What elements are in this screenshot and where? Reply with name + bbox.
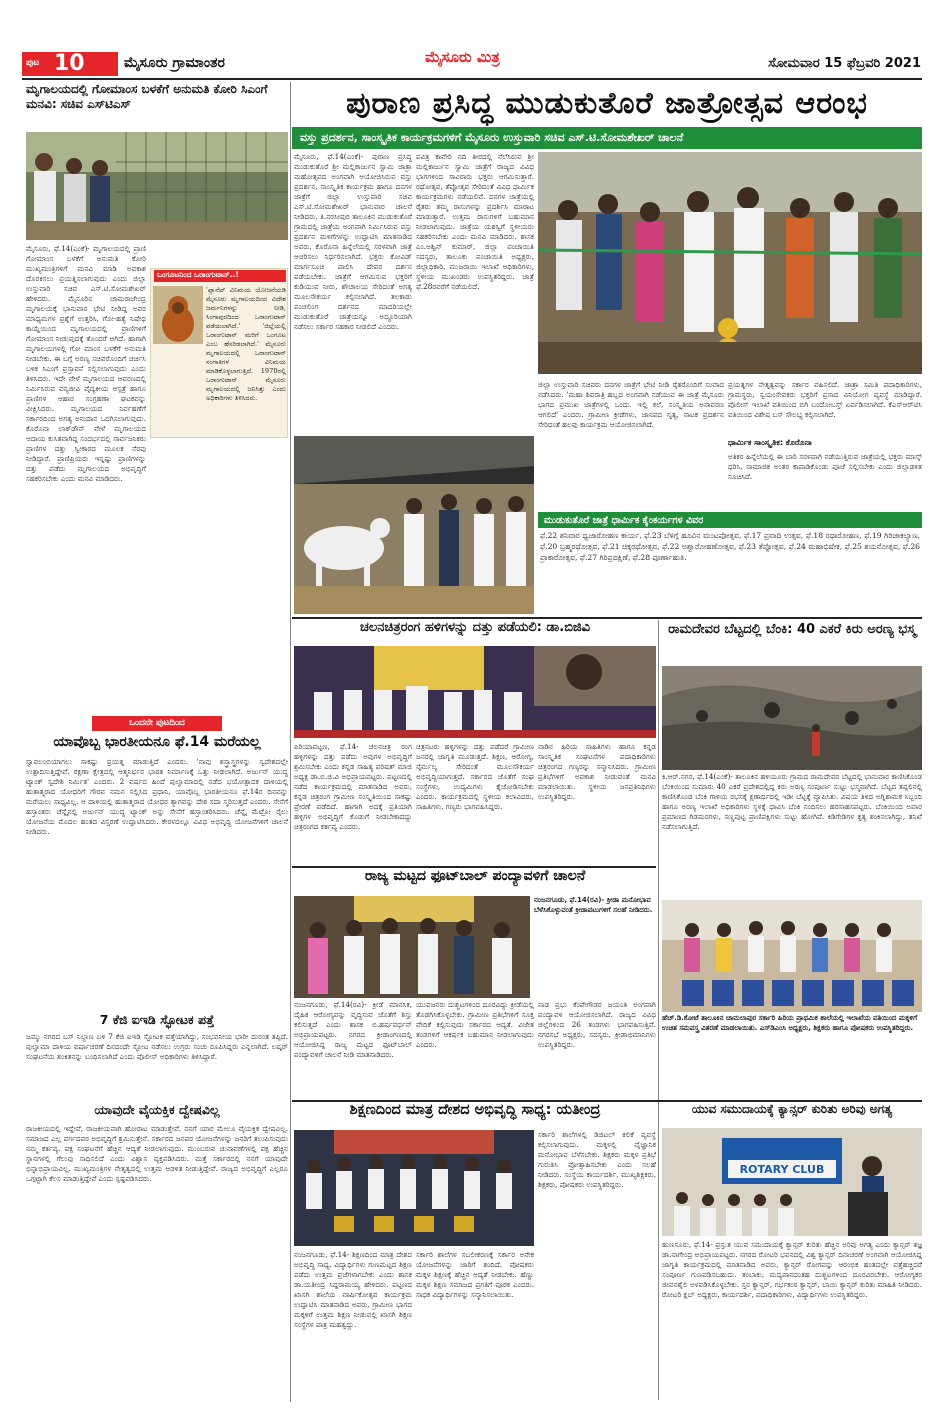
- page-number-box: [22, 52, 118, 76]
- lead-bottom-rule: [292, 617, 922, 619]
- film-col1: ಪಿರಿಯಾಪಟ್ಟಣ, ಫೆ.14- ಚಲನಚಿತ್ರ ರಂಗ ಹಳ್ಳಿಗಳನ್ನು ದತ್ತು ಪಡೆದು ಅವುಗಳ ಅಭಿವೃದ್ಧಿಗೆ ಶ್ರಮಿಸಬೇಕು ಎಂದು ಕನ್ನಡ ಸಾಹಿತ್ಯ ಪರಿಷತ್ ಮಾಜಿ ಅಧ್ಯಕ್ಷ ಡಾ.ಬಿ.ಜಿ.ವಿ ಅಭಿಪ್ರಾಯಪಟ್ಟರು. ಪಟ್ಟಣದಲ್ಲಿ ನಡೆದ ಕಾರ್ಯಕ್ರಮದಲ್ಲಿ ಮಾತನಾಡಿದ ಅವರು, ಕನ್ನಡ ಚಿತ್ರರಂಗ ಗ್ರಾಮೀಣ ಸಂಸ್ಕೃತಿಯಿಂದ ಸಾಕಷ್ಟು ಪ್ರೇರಣೆ ಪಡೆದಿದೆ. ಹಾಗಾಗಿ ಅದಕ್ಕೆ ಪ್ರತಿಯಾಗಿ ಹಳ್ಳಿಗಳ ಅಭಿವೃದ್ಧಿಗೆ ಕೊಡುಗೆ ನೀಡಬೇಕಾದದ್ದು ಚಿತ್ರರಂಗದ ಕರ್ತವ್ಯ ಎಂದರು.: [294, 742, 412, 831]
- edition-date: ಸೋಮವಾರ 15 ಫೆಬ್ರವರಿ 2021: [768, 56, 921, 71]
- lead-col3: ಜಿಲ್ಲಾ ಉಸ್ತುವಾರಿ ಸಚಿವರು ದನಗಳ ಜಾತ್ರೆಗೆ ಭೇಟಿ ನೀಡಿ ರೈತರೊಂದಿಗೆ ಸಂವಾದ ನಡೆಸಿದರು. 'ಮಹಾ ಶಿವರಾತ್ರಿ ಹಬ್ಬದ ಅಂಗವಾಗಿ ನಡೆಯುವ ಈ ಜಾತ್ರೆ ಮೈಸೂರು ಭಾಗದ ಪ್ರಮುಖ ಜಾತ್ರೆಗಳಲ್ಲಿ ಒಂದು. ಇಲ್ಲಿ ಕಲೆ, ಸಂಸ್ಕೃತಿಯ ಅನಾವರಣ ಆಗಲಿದೆ' ಎಂದರು. ಗ್ರಾಮೀಣ ಕ್ರೀಡೆಗಳು, ಜಾನಪದ ನೃತ್ಯ, ನಾಟಕ ಪ್ರದರ್ಶನ ಸೇರಿದಂತೆ ಹಲವು ಕಾರ್ಯಕ್ರಮ ಆಯೋಜಿಸಲಾಗಿದೆ.: [538, 380, 724, 429]
- football-event-graphic: [294, 896, 530, 998]
- lead-strap: ವಸ್ತು ಪ್ರದರ್ಶನ, ಸಾಂಸ್ಕೃತಿಕ ಕಾರ್ಯಕ್ರಮಗಳಿಗೆ ಮೈಸೂರು ಉಸ್ತುವಾರಿ ಸಚಿವ ಎಸ್.ಟಿ.ಸೋಮಶೇಖರ್ ಚಾಲನೆ: [292, 127, 922, 149]
- children-uniform-graphic: [662, 900, 922, 1012]
- zoo-inset-body: 'ಪ್ಲಾನೆಟ್ ವಿನಿಮಯ ಯೋಜನೆಯಡಿ ಮೈಸೂರು ಮೃಗಾಲಯದಿಂದ ವಿದೇಶ ಜರ್ಮನಿಗಳನ್ನು ನೀಡಿ, ಸಿಂಗಾಪುರದಿಂದ ಒರಾಂಗುಟಾನ್ ಪಡೆಯಲಾಗಿದೆ.' 'ಜಿಲ್ಲೆಯಲ್ಲಿ ಒರಾಂಗುಟಾನ್ ಮರಿಗೆ ಒಂಗೂಟ ಎಂಬ ಹೆಸರಿಡಲಾಗಿದೆ.' ಮೈಸೂರು ಮೃಗಾಲಯದಲ್ಲಿ ಒರಾಂಗುಟಾನ್ ಸಂಗಾತಿಗಳ ವಿನಿಮಯ ಮಾಡಿಕೊಳ್ಳಲಾಗುತ್ತಿದೆ. 1970ರಲ್ಲಿ ಒರಾಂಗುಟಾನ್ ಮೈಸೂರು ಮೃಗಾಲಯದಲ್ಲಿ ಜನಿಸಿತ್ತು ಎಂದು ಅಧಿಕಾರಿಗಳು ತಿಳಿಸಿದರು.: [206, 286, 286, 402]
- forest-fire-graphic: [662, 666, 922, 770]
- film-photo: [294, 646, 656, 738]
- ribbon-cutting-graphic: [538, 152, 922, 374]
- lead-col2: ಪವಿತ್ರ ಕಾವೇರಿ ನದಿ ತೀರದಲ್ಲಿ ನೆಲೆಸಿರುವ ಶ್ರೀ ಮಲ್ಲಿಕಾರ್ಜುನ ಸ್ವಾಮಿ ಜಾತ್ರೆಗೆ ರಾಜ್ಯದ ವಿವಿಧ ಭಾಗಗಳಿಂದ ಸಾವಿರಾರು ಭಕ್ತರು ಆಗಮಿಸುತ್ತಾರೆ. ರಥೋತ್ಸವ, ತೆಪ್ಪೋತ್ಸವ ಸೇರಿದಂತೆ ವಿವಿಧ ಧಾರ್ಮಿಕ ಕಾರ್ಯಕ್ರಮಗಳು ನಡೆಯಲಿವೆ. ದನಗಳ ಜಾತ್ರೆಯಲ್ಲಿ ರೈತರು ತಮ್ಮ ರಾಸುಗಳನ್ನು ಪ್ರದರ್ಶಿಸಿ ಮಾರಾಟ ಮಾಡುತ್ತಾರೆ. ಉತ್ತಮ ರಾಸುಗಳಿಗೆ ಬಹುಮಾನ ನೀಡಲಾಗುವುದು. ಜಾತ್ರೆಯ ಯಶಸ್ವಿಗೆ ಸ್ಥಳೀಯರು ಸಹಕರಿಸಬೇಕು ಎಂದು ಮನವಿ ಮಾಡಿದರು. ಶಾಸಕ ಎಂ.ಅಶ್ವಿನ್ ಕುಮಾರ್, ಜಿಲ್ಲಾ ಪಂಚಾಯಿತಿ ಸದಸ್ಯರು, ತಾಲೂಕು ಪಂಚಾಯಿತಿ ಅಧ್ಯಕ್ಷರು, ಜಿಲ್ಲಾಧಿಕಾರಿ, ಮುಜರಾಯಿ ಇಲಾಖೆ ಅಧಿಕಾರಿಗಳು, ಸ್ಥಳೀಯ ಮುಖಂಡರು ಉಪಸ್ಥಿತರಿದ್ದರು. ಜಾತ್ರೆ ಫೆ.28ರವರೆಗೆ ನಡೆಯಲಿದೆ.: [416, 152, 534, 291]
- lead-col4: ಪ್ರಯತ್ನಗಳ ನೇತೃತ್ವವನ್ನು ಸರ್ಕಾರ ವಹಿಸಲಿದೆ. ಜಾತ್ರಾ ಸಮಿತಿ ಪದಾಧಿಕಾರಿಗಳು, ಗ್ರಾಮಸ್ಥರು, ಸ್ವಯಂಸೇವಕರು ಭಕ್ತರಿಗೆ ಪ್ರಸಾದ ವಿನಿಯೋಗ ವ್ಯವಸ್ಥೆ ಮಾಡಿದ್ದಾರೆ. ಪೊಲೀಸ್ ಇಲಾಖೆ ವತಿಯಿಂದ ಬಿಗಿ ಬಂದೋಬಸ್ತ್ ಏರ್ಪಡಿಸಲಾಗಿದೆ. ಕೆಎಸ್‌ಆರ್‌ಟಿಸಿ ವತಿಯಿಂದ ವಿಶೇಷ ಬಸ್ ಸೌಲಭ್ಯ ಕಲ್ಪಿಸಲಾಗಿದೆ.: [728, 380, 922, 419]
- temple-body: ಅತಿಕರ ಹಿನ್ನೆಲೆಯಲ್ಲಿ ಈ ಬಾರಿ ಸರಳವಾಗಿ ನಡೆಯುತ್ತಿರುವ ಜಾತ್ರೆಯಲ್ಲಿ ಭಕ್ತರು ಮಾಸ್ಕ್ ಧರಿಸಿ, ಸಾಮಾಜಿಕ ಅಂತರ ಕಾಪಾಡಿಕೊಂಡು ಪೂಜೆ ಸಲ್ಲಿಸಬೇಕು ಎಂದು ಜಿಲ್ಲಾಡಳಿತ ಸೂಚಿಸಿದೆ.: [728, 452, 922, 481]
- zoo-inset-title: ಒಂಗೂಟನಿಂದ ಒರಾಂಗುಟಾನ್..!: [154, 270, 286, 282]
- temple-subhead: ಧಾರ್ಮಿಕ ಸಾಂಸ್ಕೃತಿಕ: ಕೊರೊನಾ: [728, 438, 812, 447]
- no-hatred-body: ರಾಜಕೀಯದಲ್ಲಿ ಇದ್ದೇವೆ, ರಾಜಕೀಯವಾಗಿ ಹೋರಾಟ ಮಾಡುತ್ತೇವೆ. ನನಗೆ ಯಾರ ಮೇಲೂ ವೈಯಕ್ತಿಕ ದ್ವೇಷವಿಲ್ಲ. ಸಮಾಜದ ಎಲ್ಲ ವರ್ಗದವರ ಅಭಿವೃದ್ಧಿಗೆ ಶ್ರಮಿಸುತ್ತೇನೆ. ಸರ್ಕಾರದ ಜನಪರ ಯೋಜನೆಗಳನ್ನು ಜನರಿಗೆ ತಲುಪಿಸುವುದು ನಮ್ಮ ಕರ್ತವ್ಯ. ಪಕ್ಷ ಸಂಘಟನೆಗೆ ಹೆಚ್ಚಿನ ಆದ್ಯತೆ ನೀಡಲಾಗುವುದು. ಮುಂಬರುವ ಚುನಾವಣೆಗಳಲ್ಲಿ ಪಕ್ಷ ಹೆಚ್ಚಿನ ಸ್ಥಾನಗಳಲ್ಲಿ ಗೆಲುವು ಸಾಧಿಸಲಿದೆ ಎಂದು ವಿಶ್ವಾಸ ವ್ಯಕ್ತಪಡಿಸಿದರು. ಮತ್ತೆ ಸರ್ಕಾರದಲ್ಲಿ ನನಗೆ ಯಾವುದೇ ಭಿನ್ನಾಭಿಪ್ರಾಯವಿಲ್ಲ. ಮುಖ್ಯಮಂತ್ರಿಗಳ ನೇತೃತ್ವದಲ್ಲಿ ಉತ್ತಮ ಆಡಳಿತ ನೀಡುತ್ತಿದ್ದೇವೆ. ರಾಜ್ಯದ ಅಭಿವೃದ್ಧಿಗೆ ಎಲ್ಲರೂ ಒಗ್ಗಟ್ಟಾಗಿ ಕೆಲಸ ಮಾಡುತ್ತಿದ್ದೇವೆ ಎಂದು ಸ್ಪಷ್ಟಪಡಿಸಿದರು.: [26, 1124, 288, 1183]
- orangutan-photo: [153, 286, 203, 344]
- page-number: 10: [54, 51, 85, 76]
- football-col3: ನಾಡ ಪ್ರಭು ಕೆಂಪೇಗೌಡರ ಜಯಂತಿ ಅಂಗವಾಗಿ ಪಂದ್ಯಾವಳಿ ಆಯೋಜಿಸಲಾಗಿದೆ. ರಾಜ್ಯದ ವಿವಿಧ ಜಿಲ್ಲೆಗಳಿಂದ 26 ತಂಡಗಳು ಭಾಗವಹಿಸುತ್ತಿವೆ. ನಗರಸಭೆ ಅಧ್ಯಕ್ಷರು, ಸದಸ್ಯರು, ಕ್ರೀಡಾಭಿಮಾನಿಗಳು ಉಪಸ್ಥಿತರಿದ್ದರು.: [538, 1000, 656, 1049]
- children-caption: ಹೆಚ್.ಡಿ.ಕೋಟೆ ತಾಲೂಕಿನ ಚಾಮಲಾಪುರ ಸರ್ಕಾರಿ ಹಿರಿಯ ಪ್ರಾಥಮಿಕ ಶಾಲೆಯಲ್ಲಿ ಇಲಾಖೆಯ ವತಿಯಿಂದ ಮಕ್ಕಳಿಗೆ ಉಚಿತ ಸಮವಸ್ತ್ರ ವಿತರಣೆ ಮಾಡಲಾಯಿತು. ಎಸ್‌ಡಿಎಂಸಿ ಅಧ್ಯಕ್ಷರು, ಶಿಕ್ಷಕರು ಹಾಗೂ ಪೋಷಕರು ಉಪಸ್ಥಿತರಿದ್ದರು.: [662, 1014, 918, 1032]
- column-rule-right: [658, 620, 659, 1400]
- education-event-graphic: [294, 1130, 534, 1246]
- forest-photo: [662, 666, 922, 770]
- football-photo: [294, 896, 530, 998]
- education-photo: [294, 1130, 534, 1246]
- orangutan-graphic: [153, 286, 203, 344]
- education-col2: ಸರ್ಕಾರಿ ಶಾಲೆಗಳ ಸಬಲೀಕರಣಕ್ಕೆ ಸರ್ಕಾರ ಅನೇಕ ಯೋಜನೆಗಳನ್ನು ಜಾರಿಗೆ ತಂದಿದೆ. ಪೋಷಕರು ಮಕ್ಕಳ ಶಿಕ್ಷಣಕ್ಕೆ ಹೆಚ್ಚಿನ ಆದ್ಯತೆ ನೀಡಬೇಕು. ಹೆಣ್ಣು ಮಕ್ಕಳ ಶಿಕ್ಷಣ ಸಮಾಜದ ಪ್ರಗತಿಗೆ ಪೂರಕ ಎಂದರು. ಸಾಧಕ ವಿದ್ಯಾರ್ಥಿಗಳನ್ನು ಸನ್ಮಾನಿಸಲಾಯಿತು.: [416, 1250, 534, 1299]
- zoo-photo-graphic: [26, 132, 288, 240]
- rotary-banner-text: ROTARY CLUB: [739, 1163, 825, 1176]
- nationwide-headline: ಯಾವೊಬ್ಬ ಭಾರತೀಯನೂ ಫೆ.14 ಮರೆಯಲ್ಲ: [53, 734, 261, 750]
- lead-col1: ಮೈಸೂರು, ಫೆ.14(ಎಂಕೆ)- ಪುರಾಣ ಪ್ರಸಿದ್ಧ ಮುಡುಕುತೊರೆ ಶ್ರೀ ಮಲ್ಲಿಕಾರ್ಜುನ ಸ್ವಾಮಿ ಜಾತ್ರಾ ಮಹೋತ್ಸವದ ಅಂಗವಾಗಿ ಆಯೋಜಿಸಿರುವ ವಸ್ತು ಪ್ರದರ್ಶನ, ಸಾಂಸ್ಕೃತಿಕ ಕಾರ್ಯಕ್ರಮ ಹಾಗೂ ದನಗಳ ಜಾತ್ರೆಗೆ ಜಿಲ್ಲಾ ಉಸ್ತುವಾರಿ ಸಚಿವ ಎಸ್.ಟಿ.ಸೋಮಶೇಖರ್ ಭಾನುವಾರ ಚಾಲನೆ ನೀಡಿದರು. ತಿ.ನರಸೀಪುರ ತಾಲೂಕಿನ ಮುಡುಕುತೊರೆ ಗ್ರಾಮದಲ್ಲಿ ಜಾತ್ರೆಯ ಅಂಗವಾಗಿ ನಿರ್ಮಿಸಿರುವ ವಸ್ತು ಪ್ರದರ್ಶನ ಮಳಿಗೆಗಳನ್ನು ಉದ್ಘಾಟಿಸಿ ಮಾತನಾಡಿದ ಅವರು, ಕೊರೊನಾ ಹಿನ್ನೆಲೆಯಲ್ಲಿ ಸರಳವಾಗಿ ಜಾತ್ರೆ ಆಚರಿಸಲು ನಿರ್ಧರಿಸಲಾಗಿದೆ. ಭಕ್ತರು ಕೋವಿಡ್ ಮಾರ್ಗಸೂಚಿ ಪಾಲಿಸಿ ದೇವರ ದರ್ಶನ ಪಡೆಯಬೇಕು. ಜಾತ್ರೆಗೆ ಆಗಮಿಸುವ ಭಕ್ತರಿಗೆ ಕುಡಿಯುವ ನೀರು, ಶೌಚಾಲಯ ಸೇರಿದಂತೆ ಅಗತ್ಯ ಮೂಲಸೌಕರ್ಯ ಕಲ್ಪಿಸಲಾಗಿದೆ. ತಲಕಾಡು ಪಂಚಲಿಂಗ ದರ್ಶನದ ಮಾದರಿಯಲ್ಲೇ ಮುಡುಕುತೊರೆ ಜಾತ್ರೆಯನ್ನೂ ಅದ್ದೂರಿಯಾಗಿ ನಡೆಸಲು ಸರ್ಕಾರ ಸಹಕಾರ ನೀಡಲಿದೆ ಎಂದರು.: [294, 152, 412, 331]
- forest-headline: ರಾಮದೇವರ ಬೆಟ್ಟದಲ್ಲಿ ಬೆಂಕಿ: 40 ಎಕರೆ ಕಿರು ಅರಣ್ಯ ಭಸ್ಮ: [668, 622, 916, 637]
- lead-photo-cattle: [294, 436, 534, 614]
- page-label: ಪುಟ: [26, 58, 40, 68]
- no-hatred-headline: ಯಾವುದೇ ವೈಯಕ್ತಿಕ ದ್ವೇಷವಿಲ್ಲ: [94, 1102, 220, 1117]
- film-headline: ಚಲನಚಿತ್ರರಂಗ ಹಳಿಗಳನ್ನು ದತ್ತು ಪಡೆಯಲಿ: ಡಾ.ಬಿಜಿವಿ: [359, 620, 591, 635]
- education-col3: ಸರ್ಕಾರಿ ಶಾಲೆಗಳಲ್ಲಿ ಡಿಜಿಟಲ್ ಕಲಿಕೆ ವ್ಯವಸ್ಥೆ ಕಲ್ಪಿಸಲಾಗುವುದು. ಮಕ್ಕಳಲ್ಲಿ ವೈಜ್ಞಾನಿಕ ಮನೋಭಾವ ಬೆಳೆಸಬೇಕು. ಶಿಕ್ಷಕರು ಮಕ್ಕಳ ಪ್ರತಿಭೆ ಗುರುತಿಸಿ ಪ್ರೋತ್ಸಾಹಿಸಬೇಕು ಎಂದು ಸಲಹೆ ನೀಡಿದರು. ಸಂಸ್ಥೆಯ ಕಾರ್ಯದರ್ಶಿ, ಮುಖ್ಯಶಿಕ್ಷಕರು, ಶಿಕ್ಷಕರು, ಪೋಷಕರು ಉಪಸ್ಥಿತರಿದ್ದರು.: [538, 1130, 656, 1189]
- lead-banner-headline: ಪುರಾಣ ಪ್ರಸಿದ್ಧ ಮುಡುಕುತೊರೆ ಜಾತ್ರೋತ್ಸವ ಆರಂಭ: [346, 85, 868, 121]
- nationwide-body: ಸ್ವಾವಲಂಬಿಯಾಗಲು ಸಾಕಷ್ಟು ಪ್ರಯತ್ನ ಮಾಡುತ್ತಿದೆ ಎಂದರು. 'ನಾವು ಶಸ್ತ್ರಾಸ್ತ್ರಗಳನ್ನು ಸ್ವದೇಶದಲ್ಲೇ ಉತ್ಪಾದಿಸುತ್ತಿದ್ದೇವೆ. ರಕ್ಷಣಾ ಕ್ಷೇತ್ರದಲ್ಲಿ ಆತ್ಮನಿರ್ಭರ ಭಾರತ ನಿರ್ಮಾಣಕ್ಕೆ ಒತ್ತು ನೀಡಲಾಗಿದೆ. ಅರ್ಜುನ್ ಯುದ್ಧ ಟ್ಯಾಂಕ್ ಸ್ವದೇಶಿ ನಿರ್ಮಿತ' ಎಂದರು. 2 ವರ್ಷದ ಹಿಂದೆ ಪುಲ್ವಾಮಾದಲ್ಲಿ ನಡೆದ ಭಯೋತ್ಪಾದಕ ದಾಳಿಯಲ್ಲಿ ಹುತಾತ್ಮರಾದ ಯೋಧರಿಗೆ ಗೌರವ ನಮನ ಸಲ್ಲಿಸಿದ ಪ್ರಧಾನಿ, ಯಾವೊಬ್ಬ ಭಾರತೀಯನೂ ಫೆ.14ರ ದಿನವನ್ನು ಮರೆಯಲು ಸಾಧ್ಯವಿಲ್ಲ. ಆ ದಾಳಿಯಲ್ಲಿ ಹುತಾತ್ಮರಾದ ಯೋಧರ ತ್ಯಾಗವನ್ನು ದೇಶ ಸದಾ ಸ್ಮರಿಸುತ್ತದೆ ಎಂದರು. ಸೇನೆಗೆ ಹಸ್ತಾಂತರ: ಚೆನ್ನೈನಲ್ಲಿ ಅರ್ಜುನ್ ಯುದ್ಧ ಟ್ಯಾಂಕ್ ಅನ್ನು ಸೇನೆಗೆ ಹಸ್ತಾಂತರಿಸಿದರು. ಚೆನ್ನೈ ಮೆಟ್ರೋ ರೈಲು ಯೋಜನೆಯ ಮೊದಲ ಹಂತದ ವಿಸ್ತರಣೆ ಉದ್ಘಾಟಿಸಿದರು. ಕೇರಳದಲ್ಲೂ ವಿವಿಧ ಅಭಿವೃದ್ಧಿ ಯೋಜನೆಗಳಿಗೆ ಚಾಲನೆ ನೀಡಿದರು.: [26, 757, 288, 836]
- football-col2: ಯುವಜನರು ದುಶ್ಚಟಗಳಿಂದ ದೂರವಿದ್ದು ಕ್ರೀಡೆಯಲ್ಲಿ ತೊಡಗಿಸಿಕೊಳ್ಳಬೇಕು. ಗ್ರಾಮೀಣ ಪ್ರತಿಭೆಗಳಿಗೆ ಸೂಕ್ತ ವೇದಿಕೆ ಕಲ್ಪಿಸುವುದು ಸರ್ಕಾರದ ಆದ್ಯತೆ. ವಿಜೇತ ತಂಡಗಳಿಗೆ ಆಕರ್ಷಕ ಬಹುಮಾನ ನೀಡಲಾಗುವುದು ಎಂದರು.: [416, 1000, 534, 1049]
- ied-body: ಜಮ್ಮು ನಗರದ ಬಸ್ ನಿಲ್ದಾಣ ಬಳಿ 7 ಕೆಜಿ ಐಇಡಿ ಸ್ಫೋಟಕ ಪತ್ತೆಯಾಗಿದ್ದು, ಸಂಭವನೀಯ ಭಾರೀ ದುರಂತ ತಪ್ಪಿದೆ. ಪುಲ್ವಾಮಾ ದಾಳಿಯ ವರ್ಷಾಚರಣೆ ದಿನದಂದೇ ಸ್ಫೋಟ ನಡೆಸಲು ಉಗ್ರರು ಸಂಚು ರೂಪಿಸಿದ್ದರು ಎನ್ನಲಾಗಿದೆ. ಲಷ್ಕರ್ ಸಂಘಟನೆಯ ಶಂಕಿತನನ್ನು ಬಂಧಿಸಲಾಗಿದೆ ಎಂದು ಪೊಲೀಸ್ ಅಧಿಕಾರಿಗಳು ತಿಳಿಸಿದ್ದಾರೆ.: [26, 1032, 288, 1061]
- ied-headline: 7 ಕೆಜಿ ಐಇಡಿ ಸ್ಫೋಟಕ ಪತ್ತೆ: [99, 1012, 215, 1027]
- children-photo: [662, 900, 922, 1012]
- cattle-fair-graphic: [294, 436, 534, 614]
- rotary-event-graphic: [662, 1128, 922, 1236]
- zoo-photo: [26, 132, 288, 240]
- rituals-body: ಫೆ.22 ಶನಿವಾರ ಧ್ವಜಾರೋಹಣ ಕಾರ್ಯ, ಫೆ.23 ಬೆಳಿಗ್ಗೆ ಹೂವಿನ ಮಂಟಪೋತ್ಸವ, ಫೆ.17 ಪ್ರವಾದಿ ಉತ್ಸವ, ಫೆ.18 ರಥಾರೋಹಣ, ಫೆ.19 ಗಿರಿಜಾಕಲ್ಯಾಣ, ಫೆ.20 ಬ್ರಹ್ಮರಥೋತ್ಸವ, ಫೆ.21 ಚಿಕ್ಕರಥೋತ್ಸವ, ಫೆ.22 ಅಶ್ವಾರೋಹಣೋತ್ಸವ, ಫೆ.23 ತೆಪ್ಪೋತ್ಸವ, ಫೆ.24 ಮಹಾಭಿಷೇಕ, ಫೆ.25 ಶಯನೋತ್ಸವ, ಫೆ.26 ಪ್ರಾಕಾರೋತ್ಸವ, ಫೆ.27 ಗಿರಿಪ್ರದಕ್ಷಿಣೆ, ಫೆ.28 ಪೂರ್ಣಾಹುತಿ.: [540, 531, 920, 562]
- column-rule: [290, 82, 291, 1402]
- football-caption: ನಂಜನಗೂಡು, ಫೆ.14(ರವಿ)- ಕ್ರೀಡಾ ಮನೋಭಾವ ಬೆಳೆಸಿಕೊಳ್ಳುವಂತೆ ಕ್ರೀಡಾಪಟುಗಳಿಗೆ ಸಲಹೆ ನೀಡಿದರು.: [534, 896, 653, 914]
- cancer-headline: ಯುವ ಸಮುದಾಯಕ್ಕೆ ಕ್ಯಾನ್ಸರ್ ಕುರಿತು ಅರಿವು ಅಗತ್ಯ: [691, 1102, 893, 1116]
- football-col1: ನಂಜನಗೂಡು, ಫೆ.14(ರವಿ)- ಕ್ರೀಡೆ ಮಾನಸಿಕ, ದೈಹಿಕ ಆರೋಗ್ಯವನ್ನು ವೃದ್ಧಿಸುವ ಜೊತೆಗೆ ಶಿಸ್ತು ಕಲಿಸುತ್ತದೆ ಎಂದು ಶಾಸಕ ಬಿ.ಹರ್ಷವರ್ಧನ್ ಅಭಿಪ್ರಾಯಪಟ್ಟರು. ನಗರದ ಕ್ರೀಡಾಂಗಣದಲ್ಲಿ ಆಯೋಜಿಸಿದ್ದ ರಾಜ್ಯ ಮಟ್ಟದ ಫೂಟ್‌ಬಾಲ್ ಪಂದ್ಯಾವಳಿಗೆ ಚಾಲನೆ ನೀಡಿ ಮಾತನಾಡಿದರು.: [294, 1000, 412, 1059]
- cancer-photo: [662, 1128, 922, 1236]
- rituals-title: ಮುಡುಕುತೊರೆ ಜಾತ್ರೆ ಧಾರ್ಮಿಕ ಕೈಂಕರ್ಯಗಳ ವಿವರ: [538, 512, 922, 528]
- film-col3: ನಾಡಿನ ಹಿರಿಯ ಸಾಹಿತಿಗಳು ಹಾಗೂ ಕನ್ನಡ ಸಾಂಸ್ಕೃತಿಕ ಸಂಘಟನೆಗಳ ಪದಾಧಿಕಾರಿಗಳು ಚಿತ್ರರಂಗದ ಗಣ್ಯರನ್ನು ಸನ್ಮಾನಿಸಿದರು. ಗ್ರಾಮೀಣ ಪ್ರತಿಭೆಗಳಿಗೆ ಅವಕಾಶ ನೀಡುವಂತೆ ಮನವಿ ಮಾಡಲಾಯಿತು. ಸ್ಥಳೀಯ ಜನಪ್ರತಿನಿಧಿಗಳು ಉಪಸ್ಥಿತರಿದ್ದರು.: [538, 742, 656, 801]
- education-col1: ನಂಜನಗೂಡು, ಫೆ.14- ಶಿಕ್ಷಣದಿಂದ ಮಾತ್ರ ದೇಶದ ಅಭಿವೃದ್ಧಿ ಸಾಧ್ಯ. ವಿದ್ಯಾರ್ಥಿಗಳು ಗುಣಮಟ್ಟದ ಶಿಕ್ಷಣ ಪಡೆದು ಉತ್ತಮ ಪ್ರಜೆಗಳಾಗಬೇಕು ಎಂದು ಶಾಸಕ ಡಾ.ಯತೀಂದ್ರ ಸಿದ್ದರಾಮಯ್ಯ ಹೇಳಿದರು. ಪಟ್ಟಣದ ಖಾಸಗಿ ಶಾಲೆಯ ವಾರ್ಷಿಕೋತ್ಸವ ಕಾರ್ಯಕ್ರಮ ಉದ್ಘಾಟಿಸಿ ಮಾತನಾಡಿದ ಅವರು, ಗ್ರಾಮೀಣ ಭಾಗದ ಮಕ್ಕಳಿಗೆ ಉತ್ತಮ ಶಿಕ್ಷಣ ನೀಡುವಲ್ಲಿ ಖಾಸಗಿ ಶಿಕ್ಷಣ ಸಂಸ್ಥೆಗಳ ಪಾತ್ರ ಮಹತ್ವದ್ದು.: [294, 1250, 412, 1329]
- film-event-graphic: [294, 646, 656, 738]
- nationwide-label: ಒಂದನೇ ಪುಟದಿಂದ: [92, 716, 222, 731]
- football-headline: ರಾಜ್ಯ ಮಟ್ಟದ ಫೂಟ್‌ಬಾಲ್ ಪಂದ್ಯಾವಳಿಗೆ ಚಾಲನೆ: [364, 868, 586, 884]
- education-headline: ಶಿಕ್ಷಣದಿಂದ ಮಾತ್ರ ದೇಶದ ಅಭಿವೃದ್ಧಿ ಸಾಧ್ಯ: ಯತೀಂದ್ರ: [349, 1102, 601, 1118]
- film-col2: ಚಿತ್ರನಟರು ಹಳ್ಳಿಗಳನ್ನು ದತ್ತು ಪಡೆದರೆ ಗ್ರಾಮೀಣ ಜನರಲ್ಲಿ ಜಾಗೃತಿ ಮೂಡುತ್ತದೆ. ಶಿಕ್ಷಣ, ಆರೋಗ್ಯ, ನೈರ್ಮಲ್ಯ ಸೇರಿದಂತೆ ಮೂಲಸೌಕರ್ಯ ಅಭಿವೃದ್ಧಿಯಾಗುತ್ತದೆ. ಸರ್ಕಾರದ ಜೊತೆಗೆ ಸಂಘ ಸಂಸ್ಥೆಗಳು, ಉದ್ಯಮಿಗಳು ಕೈಜೋಡಿಸಬೇಕು ಎಂದರು. ಕಾರ್ಯಕ್ರಮದಲ್ಲಿ ಸ್ಥಳೀಯ ಕಲಾವಿದರು, ಸಾಹಿತಿಗಳು, ಗಣ್ಯರು ಭಾಗವಹಿಸಿದ್ದರು.: [416, 742, 534, 811]
- forest-body: ಕಿ.ಆರ್.ನಗರ, ಫೆ.14(ಎಂಕೆ)- ತಾಲೂಕಿನ ಹಳಿಯೂರು ಗ್ರಾಮದ ರಾಮದೇವರ ಬೆಟ್ಟದಲ್ಲಿ ಭಾನುವಾರ ಕಾಣಿಸಿಕೊಂಡ ಬೆಂಕಿಯಿಂದ ಸುಮಾರು 40 ಎಕರೆ ಪ್ರದೇಶದಲ್ಲಿದ್ದ ಕಿರು ಅರಣ್ಯ ಸಂಪೂರ್ಣ ಸುಟ್ಟು ಭಸ್ಮವಾಗಿದೆ. ಬೆಟ್ಟದ ತಪ್ಪಲಿನಲ್ಲಿ ಕಾಣಿಸಿಕೊಂಡ ಬೆಂಕಿ ಗಾಳಿಯ ರಭಸಕ್ಕೆ ಕ್ಷಣಾರ್ಧದಲ್ಲಿ ಇಡೀ ಬೆಟ್ಟಕ್ಕೆ ವ್ಯಾಪಿಸಿತು. ವಿಷಯ ತಿಳಿದ ಅಗ್ನಿಶಾಮಕ ಸಿಬ್ಬಂದಿ ಹಾಗೂ ಅರಣ್ಯ ಇಲಾಖೆ ಅಧಿಕಾರಿಗಳು ಸ್ಥಳಕ್ಕೆ ಧಾವಿಸಿ ಬೆಂಕಿ ನಂದಿಸಲು ಹರಸಾಹಸಪಟ್ಟರು. ಬೆಂಕಿಯಿಂದ ಅಪಾರ ಪ್ರಮಾಣದ ಗಿಡಮರಗಳು, ಸಣ್ಣಪುಟ್ಟ ಪ್ರಾಣಿಪಕ್ಷಿಗಳು ಸುಟ್ಟು ಹೋಗಿವೆ. ಕಿಡಿಗೇಡಿಗಳ ಕೃತ್ಯ ಶಂಕಿಸಲಾಗಿದ್ದು, ತನಿಖೆ ನಡೆಸಲಾಗುತ್ತಿದೆ.: [662, 772, 922, 831]
- zoo-body: ಮೈಸೂರು, ಫೆ.14(ಎಂಕೆ)- ಮೃಗಾಲಯದಲ್ಲಿ ಪ್ರಾಣಿ ಗೋಮಾಂಸ ಬಳಕೆಗೆ ಅನುಮತಿ ಕೋರಿ ಮುಖ್ಯಮಂತ್ರಿಗಳಿಗೆ ಮನವಿ ಮಾಡಿ ಅವಕಾಶ ದೊರಕಿಸಲು ಪ್ರಯತ್ನಿಸಲಾಗುವುದು ಎಂದು ಜಿಲ್ಲಾ ಉಸ್ತುವಾರಿ ಸಚಿವ ಎಸ್.ಟಿ.ಸೋಮಶೇಖರ್ ಹೇಳಿದರು. ಮೈಸೂರಿನ ಚಾಮರಾಜೇಂದ್ರ ಮೃಗಾಲಯಕ್ಕೆ ಭಾನುವಾರ ಭೇಟಿ ನೀಡಿದ್ದ ಅವರ ಮಾಧ್ಯಮಗಳ ಪ್ರಶ್ನೆಗೆ ಉತ್ತರಿಸಿ, ಗೋ-ಹತ್ಯೆ ನಿಷೇಧ ಕಾಯ್ದೆಯಿಂದ ಮೃಗಾಲಯದಲ್ಲಿ ಪ್ರಾಣಿಗಳಿಗೆ ಗೋಮಾಂಸ ನೀಡುವುದಕ್ಕೆ ತೊಂದರೆ ಆಗಿದೆ. ಹಾಗಾಗಿ ಮೃಗಾಲಯಗಳಲ್ಲಿ ಗೋ ಮಾಂಸ ಬಳಕೆಗೆ ಅನುಮತಿ ನೀಡಬೇಕು. ಈ ಬಗ್ಗೆ ಅರಣ್ಯ ಸಚಿವರೊಂದಿಗೆ ಚರ್ಚಿಸಿ ಬಳಿಕ ಸಿಎಂಗೆ ಪ್ರಸ್ತಾವನೆ ಸಲ್ಲಿಸಲಾಗುವುದು ಎಂದು ತಿಳಿಸಿದರು. ಇದೇ ವೇಳೆ ಮೃಗಾಲಯದ ಆವರಣದಲ್ಲಿ ನಿರ್ಮಿಸಿರುವ ವನ್ಯಜೀವಿ ವೈದ್ಯಕೀಯ ಆಸ್ಪತ್ರೆ ಹಾಗೂ ಪ್ರಾಣಿಗಳ ಆಹಾರ ಸಂಗ್ರಹಣಾ ಘಟಕವನ್ನು ವೀಕ್ಷಿಸಿದರು. ಮೃಗಾಲಯದ ನಿರ್ವಹಣೆಗೆ ಸರ್ಕಾರದಿಂದ ಅಗತ್ಯ ಅನುದಾನ ಒದಗಿಸಲಾಗುವುದು. ಕೊರೊನಾ ಲಾಕ್‌ಡೌನ್ ವೇಳೆ ಮೃಗಾಲಯದ ಆದಾಯ ಕುಸಿತವಾಗಿದ್ದ ಸಂದರ್ಭದಲ್ಲಿ ಸಾರ್ವಜನಿಕರು ಪ್ರಾಣಿಗಳ ದತ್ತು ಸ್ವೀಕಾರದ ಮೂಲಕ ನೆರವು ನೀಡಿದ್ದಾರೆ. ಪ್ರಾಣಿಪ್ರಿಯರು ಇನ್ನಷ್ಟು ಪ್ರಾಣಿಗಳನ್ನು ದತ್ತು ಪಡೆದು ಮೃಗಾಲಯದ ಅಭಿವೃದ್ಧಿಗೆ ಸಹಕರಿಸಬೇಕು ಎಂದು ಮನವಿ ಮಾಡಿದರು.: [26, 244, 146, 483]
- paper-name: ಮೈಸೂರು ಮಿತ್ರ: [425, 48, 500, 66]
- lead-photo-ribbon: [538, 152, 922, 374]
- zoo-headline: ಮೃಗಾಲಯದಲ್ಲಿ ಗೋಮಾಂಸ ಬಳಕೆಗೆ ಅನುಮತಿ ಕೋರಿ ಸಿಎಂಗೆ ಮನವಿ: ಸಚಿವ ಎಸ್‌ಟಿಎಸ್: [26, 82, 268, 111]
- cancer-body: ಹುಣಸೂರು, ಫೆ.14- ಪ್ರಸ್ತುತ ಯುವ ಸಮುದಾಯಕ್ಕೆ ಕ್ಯಾನ್ಸರ್ ಕುರಿತು ಹೆಚ್ಚಿನ ಅರಿವು ಅಗತ್ಯ ಎಂದು ಕ್ಯಾನ್ಸರ್ ತಜ್ಞ ಡಾ.ನಾಗೇಂದ್ರ ಅಭಿಪ್ರಾಯಪಟ್ಟರು. ನಗರದ ರೋಟರಿ ಭವನದಲ್ಲಿ ವಿಶ್ವ ಕ್ಯಾನ್ಸರ್ ದಿನಾಚರಣೆ ಅಂಗವಾಗಿ ಆಯೋಜಿಸಿದ್ದ ಜಾಗೃತಿ ಕಾರ್ಯಕ್ರಮದಲ್ಲಿ ಮಾತನಾಡಿದ ಅವರು, ಕ್ಯಾನ್ಸರ್ ರೋಗವನ್ನು ಆರಂಭಿಕ ಹಂತದಲ್ಲೇ ಪತ್ತೆಹಚ್ಚಿದರೆ ಸಂಪೂರ್ಣ ಗುಣಪಡಿಸಬಹುದು. ತಂಬಾಕು, ಮದ್ಯಪಾನದಂತಹ ದುಶ್ಚಟಗಳಿಂದ ದೂರವಿರಬೇಕು. ಆರೋಗ್ಯಕರ ಜೀವನಶೈಲಿ ಅಳವಡಿಸಿಕೊಳ್ಳಬೇಕು. ಸ್ತನ ಕ್ಯಾನ್ಸರ್, ಗರ್ಭಕಂಠ ಕ್ಯಾನ್ಸರ್, ಬಾಯಿ ಕ್ಯಾನ್ಸರ್ ಕುರಿತು ಮಾಹಿತಿ ನೀಡಿದರು. ರೋಟರಿ ಕ್ಲಬ್ ಅಧ್ಯಕ್ಷರು, ಕಾರ್ಯದರ್ಶಿ, ಪದಾಧಿಕಾರಿಗಳು, ವಿದ್ಯಾರ್ಥಿಗಳು ಉಪಸ್ಥಿತರಿದ್ದರು.: [662, 1240, 922, 1299]
- section-name: ಮೈಸೂರು ಗ್ರಾಮಾಂತರ: [124, 55, 225, 71]
